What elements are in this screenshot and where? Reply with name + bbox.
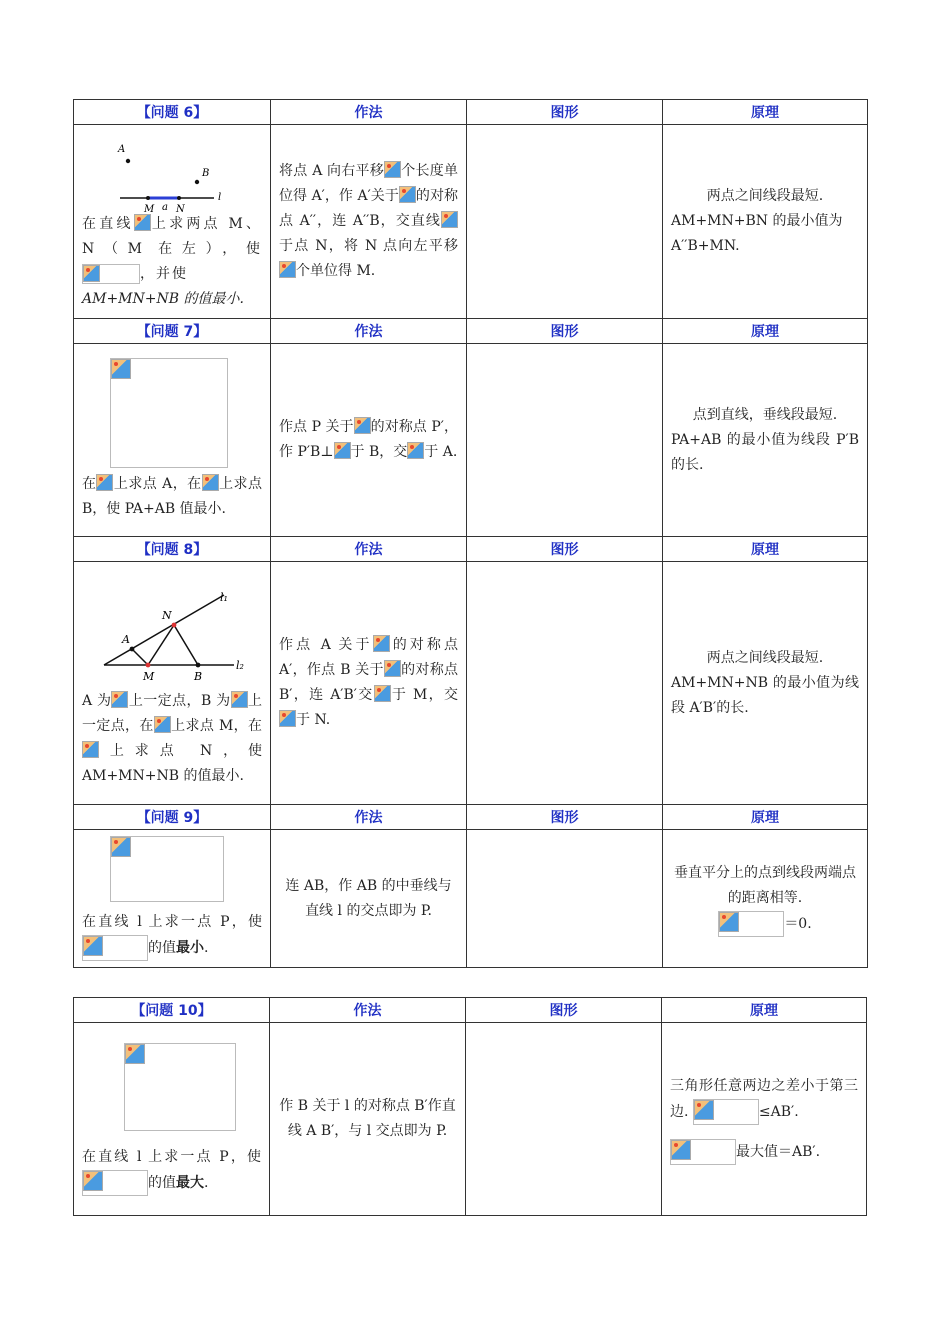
figure-header: 图形	[467, 537, 663, 562]
formula-image-box	[718, 911, 784, 937]
figure-header: 图形	[467, 805, 663, 830]
principle-header: 原理	[662, 998, 867, 1023]
method-cell: 将点 A 向右平移 个长度单位得 A′，作 A′关于 的对称点 A′′，连 A′′B，交直线于点 N，将 N 点向左平移个单位得 M.	[271, 125, 467, 319]
figure-cell	[467, 125, 663, 319]
header-row-p7	[74, 319, 868, 344]
principle-header: 原理	[663, 805, 868, 830]
image-placeholder-icon	[82, 741, 99, 758]
point-A	[130, 647, 135, 652]
image-placeholder-icon	[279, 710, 296, 727]
image-placeholder-icon	[373, 635, 390, 652]
label-M: M	[144, 203, 155, 212]
label-N: N	[176, 203, 185, 212]
image-placeholder-icon	[83, 1171, 103, 1191]
header-row-p9	[74, 805, 868, 830]
figure-cell	[467, 562, 663, 805]
figure-image-box	[110, 358, 228, 468]
label-M: M	[143, 670, 155, 683]
image-placeholder-icon	[441, 211, 458, 228]
point-N	[172, 623, 177, 628]
method-header: 作法	[271, 319, 467, 344]
image-placeholder-icon	[202, 474, 219, 491]
problem-title: 【问题 8】	[74, 537, 271, 562]
figure-cell	[467, 830, 663, 968]
header-row-p8	[74, 537, 868, 562]
content-row-p9	[74, 830, 868, 968]
question-cell: l₁ l₂ N A M B A 为 上一定点，B 为 上一定点，在 上求点 M，在上求点 N，使 AM+MN+NB 的值最小.	[74, 562, 271, 805]
problems-table-1	[73, 99, 868, 968]
method-cell: 连 AB，作 AB 的中垂线与直线 l 的交点即为 P.	[271, 830, 467, 968]
label-N: N	[162, 609, 172, 622]
principle-cell: 垂直平分上的点到线段两端点的距离相等. ＝0.	[663, 830, 868, 968]
question-cell: 在直线 l 上求一点 P，使 的值最大.	[74, 1023, 270, 1216]
point-M	[146, 663, 151, 668]
principle-header: 原理	[663, 537, 868, 562]
figure-p6	[82, 132, 262, 212]
content-row-p7	[74, 344, 868, 537]
method-header: 作法	[271, 805, 467, 830]
problem-title: 【问题 6】	[74, 100, 271, 125]
image-placeholder-icon	[407, 442, 424, 459]
method-cell: 作 B 关于 l 的对称点 B′作直线 A B′，与 l 交点即为 P.	[270, 1023, 466, 1216]
label-A: A	[118, 143, 126, 155]
figure-header: 图形	[467, 100, 663, 125]
point-N	[177, 196, 181, 200]
principle-cell: 三角形任意两边之差小于第三边. ≤AB′. 最大值＝AB′.	[662, 1023, 867, 1216]
label-l1: l₁	[220, 591, 228, 604]
point-A	[126, 158, 130, 162]
image-placeholder-icon	[96, 474, 113, 491]
question-cell: 在直线 l 上求一点 P，使 的值最小.	[74, 830, 271, 968]
image-placeholder-icon	[399, 186, 416, 203]
image-placeholder-icon	[374, 685, 391, 702]
image-placeholder-icon	[125, 1044, 145, 1064]
label-a: a	[162, 201, 168, 212]
label-l: l	[218, 191, 222, 203]
method-cell: 作点 P 关于 的对称点 P′，作 P′B⊥ 于 B，交 于 A.	[271, 344, 467, 537]
segment-NB	[174, 625, 198, 665]
formula-image-box	[82, 1170, 148, 1196]
image-placeholder-icon	[671, 1140, 691, 1160]
figure-cell	[466, 1023, 662, 1216]
content-row-p6	[74, 125, 868, 319]
principle-cell: 两点之间线段最短. AM+MN+NB 的最小值为线段 A′B′的长.	[663, 562, 868, 805]
method-header: 作法	[271, 537, 467, 562]
method-header: 作法	[271, 100, 467, 125]
principle-cell: 两点之间线段最短. AM+MN+BN 的最小值为 A′′B+MN.	[663, 125, 868, 319]
point-M	[146, 196, 150, 200]
figure-image-box	[110, 836, 224, 902]
question-cell	[74, 125, 271, 319]
figure-header: 图形	[466, 998, 662, 1023]
image-placeholder-icon	[83, 265, 100, 282]
question-cell: 在 上求点 A，在 上求点 B，使 PA+AB 值最小.	[74, 344, 271, 537]
point-B	[195, 179, 199, 183]
problem-title: 【问题 9】	[74, 805, 271, 830]
figure-image-box	[124, 1043, 236, 1131]
figure-p8	[82, 577, 262, 685]
image-placeholder-icon	[719, 912, 739, 932]
image-placeholder-icon	[111, 359, 131, 379]
image-placeholder-icon	[334, 442, 351, 459]
content-row-p10	[74, 1023, 867, 1216]
principle-header: 原理	[663, 100, 868, 125]
label-B: B	[202, 167, 210, 179]
principle-header: 原理	[663, 319, 868, 344]
figure-cell	[467, 344, 663, 537]
segment-AM	[132, 649, 148, 665]
problem-title: 【问题 10】	[74, 998, 270, 1023]
image-placeholder-icon	[111, 691, 128, 708]
point-B	[196, 663, 201, 668]
method-cell: 作点 A 关于 的对称点 A′，作点 B 关于 的对称点 B′，连 A′B′交 于 M，交于 N.	[271, 562, 467, 805]
formula-image-box	[82, 935, 148, 961]
label-B: B	[194, 670, 203, 683]
image-placeholder-icon	[384, 161, 401, 178]
question-text-end: AM+MN+NB 的值最小.	[82, 290, 244, 307]
figure-header: 图形	[467, 319, 663, 344]
image-placeholder-icon	[694, 1100, 714, 1120]
label-l2: l₂	[236, 659, 244, 672]
label-A: A	[122, 633, 130, 646]
question-text: 在直线 上求两点 M、N（M 在左），使 ，并使	[82, 215, 263, 282]
problems-table-2	[73, 997, 867, 1216]
problem-title: 【问题 7】	[74, 319, 271, 344]
header-row-p10	[74, 998, 867, 1023]
method-header: 作法	[270, 998, 466, 1023]
principle-cell: 点到直线，垂线段最短. PA+AB 的最小值为线段 P′B 的长.	[663, 344, 868, 537]
image-placeholder-icon	[134, 214, 151, 231]
formula-image-box	[82, 264, 140, 284]
image-placeholder-icon	[354, 417, 371, 434]
formula-image-box	[693, 1099, 759, 1125]
formula-image-box	[670, 1139, 736, 1165]
line-l1	[104, 595, 224, 665]
image-placeholder-icon	[279, 261, 296, 278]
header-row-p6	[74, 100, 868, 125]
image-placeholder-icon	[231, 691, 248, 708]
image-placeholder-icon	[83, 936, 103, 956]
image-placeholder-icon	[384, 660, 401, 677]
image-placeholder-icon	[154, 716, 171, 733]
image-placeholder-icon	[111, 837, 131, 857]
content-row-p8	[74, 562, 868, 805]
